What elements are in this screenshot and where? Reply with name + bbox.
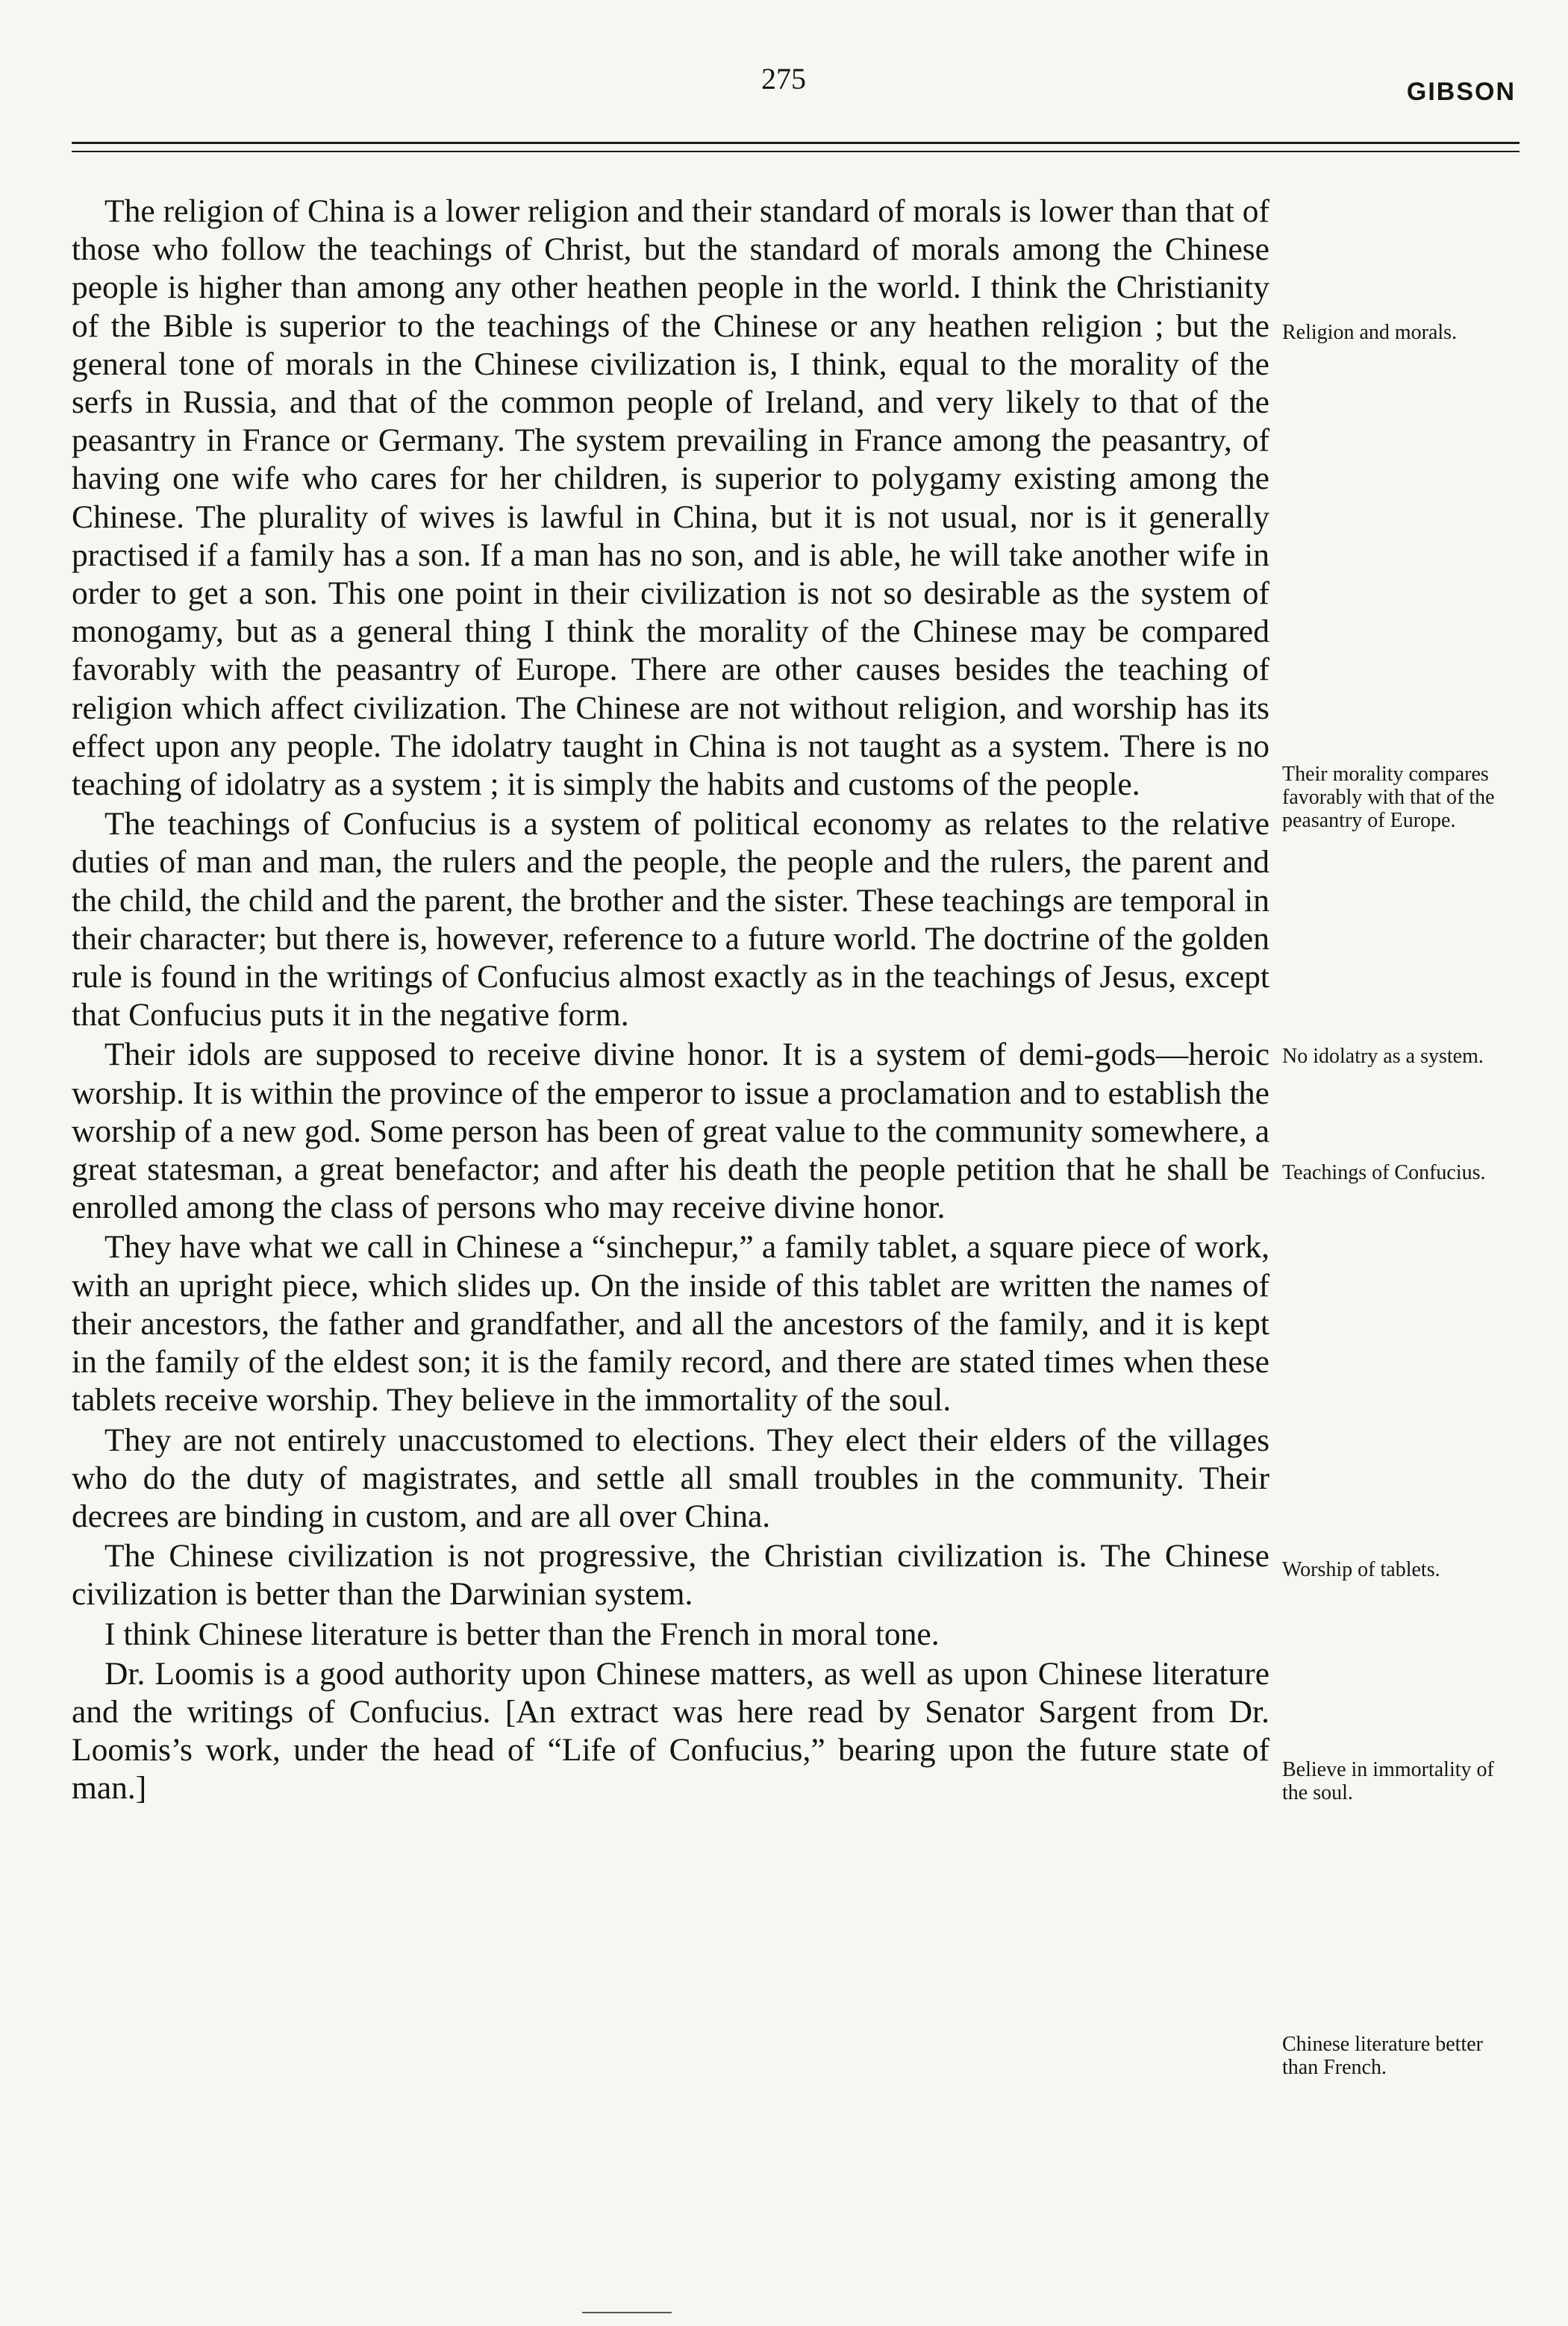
margin-note-immortality: Believe in immortality of the soul. [1282, 1758, 1494, 1804]
footer-rule [582, 2312, 672, 2313]
margin-note-tablets: Worship of tablets. [1282, 1558, 1440, 1581]
margin-note-idolatry: No idolatry as a system. [1282, 1045, 1484, 1068]
page-number: 275 [761, 62, 806, 96]
body-text [72, 193, 1269, 1808]
margin-note-religion: Religion and morals. [1282, 321, 1458, 344]
paragraph-confucius: The teachings of Confucius is a system of political economy as relates to the relative duties of man and man, the rulers and the people, the people and the rulers, the parent and the child, the child and the parent, the brother and the sister. These teachings are temporal in their character; but there is, however, reference to a future world. The doctrine of the golden rule is found in the writings of Confucius almost exactly as in the teachings of Jesus, except that Confucius puts it in the negative form. [72, 806, 1269, 1034]
paragraph-civilization: The Chinese civilization is not progressive, the Christian civilization is. The Chinese civilization is better than the Darwinian system. [72, 1538, 1269, 1613]
margin-notes [1282, 0, 1528, 2326]
paragraph-religion-morals: The religion of China is a lower religion and their standard of morals is lower than that of those who follow the teachings of Christ, but the standard of morals among the Chinese people is higher than among any other heathen people in the world. I think the Christianity of the Bible is superior to the teachings of the Chinese or any heathen religion ; but the general tone of morals in the Chinese civilization is, I think, equal to the morality of the serfs in Russia, and that of the common people of Ireland, and very likely to that of the peasantry in France or Germany. The system prevailing in France among the peasantry, of having one wife who cares for her children, is superior to polygamy existing among the Chinese. The plurality of wives is lawful in China, but it is not usual, nor is it generally practised if a family has a son. If a man has no son, and is able, he will take another wife in order to get a son. This one point in their civilization is not so desirable as the system of monogamy, but as a general thing I think the morality of the Chinese may be compared favorably with the peasantry of Europe. There are other causes besides the teaching of religion which affect civilization. The Chinese are not without religion, and worship has its effect upon any people. The idolatry taught in China is not taught as a system. There is no teaching of idolatry as a system ; it is simply the habits and customs of the people. [72, 193, 1269, 803]
margin-note-morality: Their morality compares favorably with that of the peasantry of Europe. [1282, 763, 1495, 832]
paragraph-idols: Their idols are supposed to receive divine honor. It is a system of demi-gods—heroic worship. It is within the province of the emperor to issue a proclamation and to establish the worship of a new god. Some person has been of great value to the community somewhere, a great statesman, a great benefactor; and after his death the people petition that he shall be enrolled among the class of persons who may receive divine honor. [72, 1037, 1269, 1226]
paragraph-literature: I think Chinese literature is better than the French in moral tone. [104, 1616, 940, 1652]
running-head: GIBSON [1406, 78, 1516, 106]
paragraph-loomis: Dr. Loomis is a good authority upon Chinese matters, as well as upon Chinese literature and the writings of Confucius. [An extract was here read by Senator Sargent from Dr. Loomis’s work, under the head of “Life of Confucius,” bearing upon the future state of man.] [72, 1655, 1269, 1807]
paragraph-family-tablet: They have what we call in Chinese a “sinchepur,” a family tablet, a square piece of work, with an upright piece, which slides up. On the inside of this tablet are written the names of their ancestors, the father and grandfather, and all the ancestors of the family, and it is kept in the family of the eldest son; it is the family record, and there are stated times when these tablets receive worship. They believe in the immortality of the soul. [72, 1229, 1269, 1419]
margin-note-confucius: Teachings of Confucius. [1282, 1161, 1486, 1184]
paragraph-elections: They are not entirely unaccustomed to elections. They elect their elders of the villages who do the duty of magistrates, and settle all small troubles in the community. Their decrees are binding in custom, and are all over China. [72, 1422, 1269, 1534]
margin-note-literature: Chinese literature better than French. [1282, 2033, 1483, 2079]
